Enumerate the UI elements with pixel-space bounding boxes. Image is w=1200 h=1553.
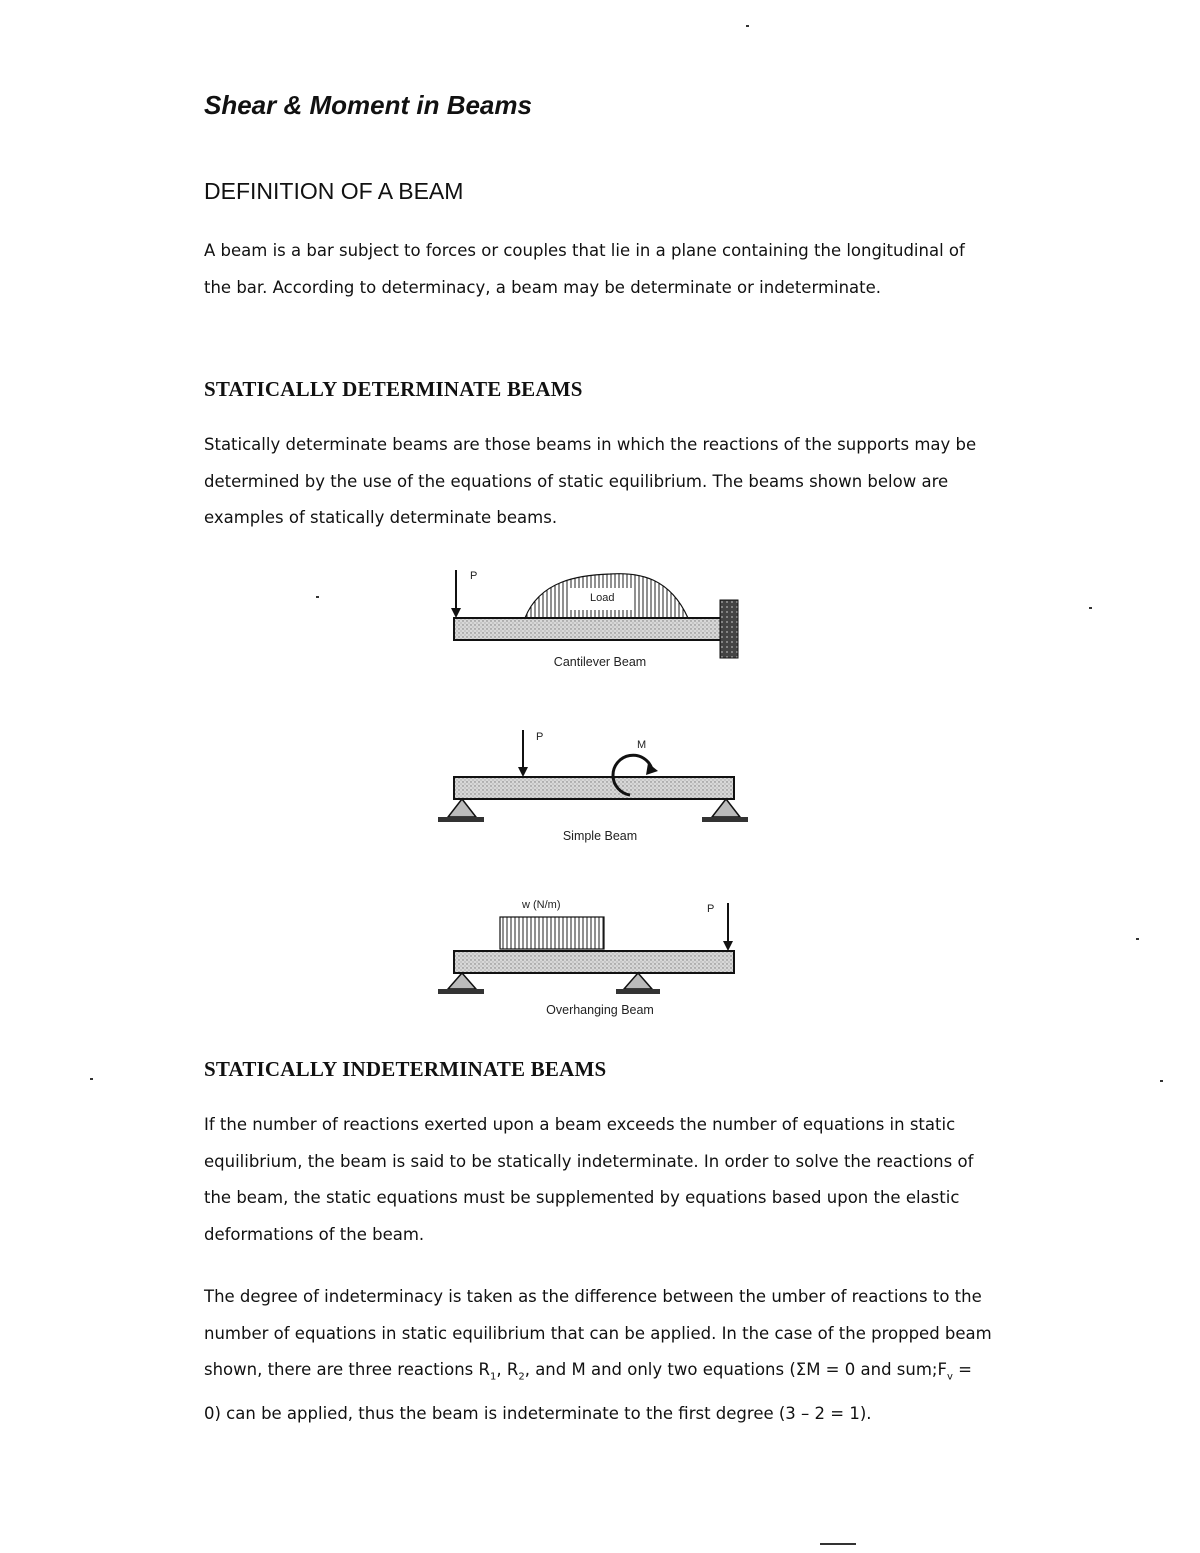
determinate-heading: STATICALLY DETERMINATE BEAMS xyxy=(204,377,583,401)
document-title: Shear & Moment in Beams xyxy=(204,90,532,120)
degree-paragraph: The degree of indeterminacy is taken as the difference between the umber of reactions to the number of equations in static equilibrium that can be applied. In the case of the propped beam shown, there are three reactions $R_1$, $R_2$, and M and only two equations (ΣM = 0 and $sum;F_v = 0$) can be applied, thus the beam is indeterminate to the first degree (3 – 2 = 1). xyxy=(204,1287,992,1423)
point-load-arrow xyxy=(723,941,733,951)
point-load-arrow xyxy=(518,767,528,777)
point-load-label: P xyxy=(470,570,478,582)
scan-speck xyxy=(1089,607,1092,609)
load-label: Load xyxy=(590,592,615,604)
point-load-arrow xyxy=(451,608,461,618)
fixed-support xyxy=(720,600,738,658)
uniform-load-block xyxy=(500,917,604,949)
definition-heading: DEFINITION OF A BEAM xyxy=(204,178,464,204)
simple-beam-caption: Simple Beam xyxy=(562,829,638,843)
overhanging-caption: Overhanging Beam xyxy=(546,1003,654,1017)
distributed-load-label: w (N/m) xyxy=(522,899,561,911)
cantilever-caption: Cantilever Beam xyxy=(553,655,647,669)
scan-speck xyxy=(316,596,319,598)
indeterminate-paragraph: If the number of reactions exerted upon a beam exceeds the number of equations in static equilibrium, the beam is said to be statically indeterminate. In order to solve the reactions of the beam, the static equations must be supplemented by equations based upon the elastic deformations of the beam. xyxy=(204,1115,974,1244)
cantilever-beam-drawing xyxy=(430,560,770,660)
scan-speck xyxy=(1136,938,1139,940)
scan-speck xyxy=(90,1078,93,1080)
middle-roller-support xyxy=(624,973,652,989)
overhanging-beam-drawing xyxy=(430,895,770,995)
simple-beam-body xyxy=(454,777,734,799)
determinate-paragraph: Statically determinate beams are those beams in which the reactions of the supports may be determined by the use of the equations of static equilibrium. The beams shown below are examples of statically determinate beams. xyxy=(204,435,977,527)
cantilever-beam-figure xyxy=(430,560,770,680)
scan-speck xyxy=(1160,1080,1163,1082)
left-pin-support xyxy=(448,973,476,989)
simple-beam-drawing xyxy=(430,725,770,825)
left-pin-support xyxy=(448,799,476,817)
point-load-label: P xyxy=(707,903,715,915)
moment-label: M xyxy=(637,739,647,751)
indeterminate-heading: STATICALLY INDETERMINATE BEAMS xyxy=(204,1057,607,1081)
overhanging-beam-figure xyxy=(430,895,770,1023)
right-roller-support xyxy=(712,799,740,817)
simple-beam-figure xyxy=(430,725,770,850)
scan-speck xyxy=(746,25,749,27)
definition-paragraph: A beam is a bar subject to forces or couples that lie in a plane containing the longitudinal of the bar. According to determinacy, a beam may be determinate or indeterminate. xyxy=(204,241,965,297)
scan-speck xyxy=(820,1543,856,1545)
overhanging-beam-body xyxy=(454,951,734,973)
point-load-label: P xyxy=(536,731,544,743)
cantilever-beam-body xyxy=(454,618,724,640)
